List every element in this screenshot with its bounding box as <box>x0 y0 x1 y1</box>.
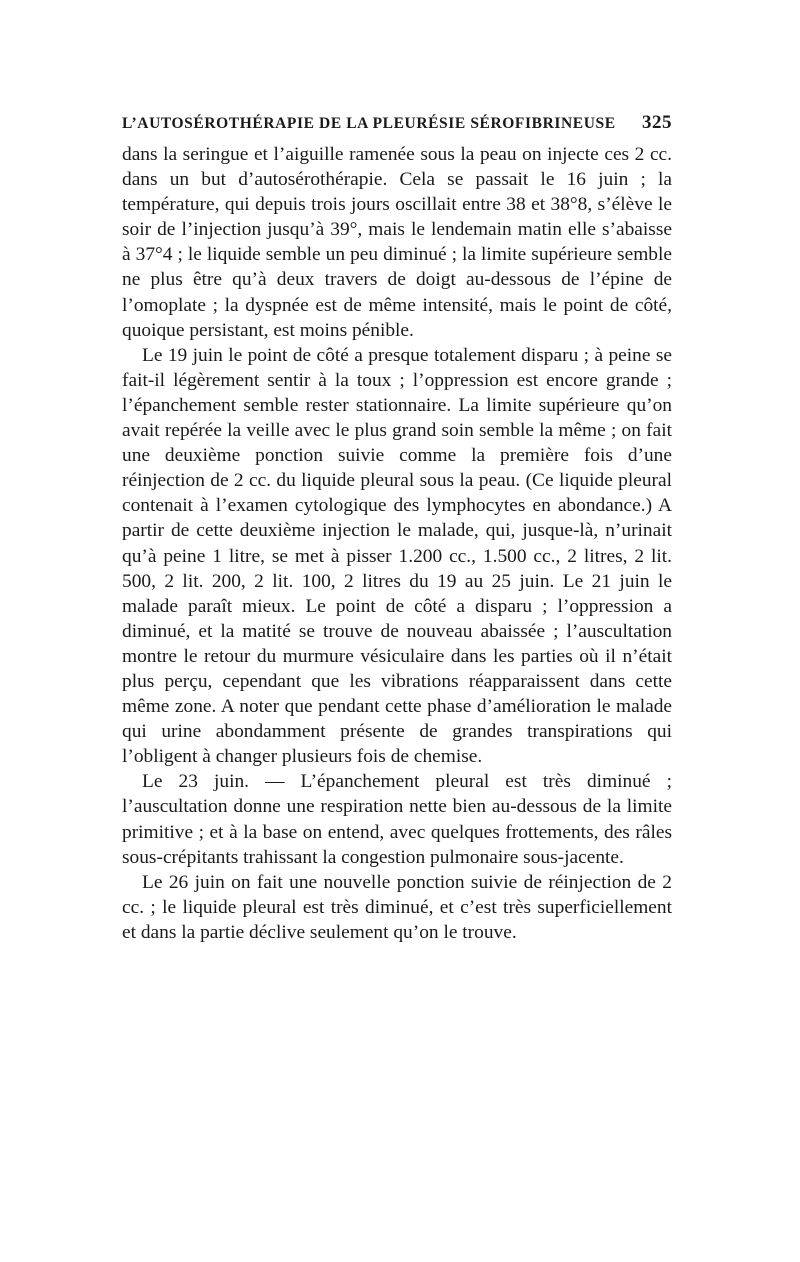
book-page <box>122 112 672 945</box>
page-number: 325 <box>642 112 672 133</box>
body-text <box>122 142 672 945</box>
paragraph: Le 23 juin. — L’épanchement pleural est très diminué ; l’auscultation donne une respiration nette bien au-dessous de la limite primitive ; et à la base on entend, avec quelques frottements, des râles sous-crépitants trahissant la congestion pulmonaire sous-jacente. <box>122 771 672 868</box>
running-title: L’AUTOSÉROTHÉRAPIE DE LA PLEURÉSIE SÉROFIBRINEUSE <box>122 115 616 132</box>
paragraph: Le 26 juin on fait une nouvelle ponction suivie de réinjection de 2 cc. ; le liquide pleural est très diminué, et c’est très superficiellement et dans la partie déclive seulement qu’on le trouve. <box>122 871 672 943</box>
paragraph: Le 19 juin le point de côté a presque totalement disparu ; à peine se fait-il légèrement sentir à la toux ; l’oppression est encore grande ; l’épanchement semble rester stationnaire. La limite supérieure qu’on avait repérée la veille avec le plus grand soin semble la même ; on fait une deuxième ponction suivie comme la première fois d’une réinjection de 2 cc. du liquide pleural sous la peau. (Ce liquide pleural contenait à l’examen cytologique des lymphocytes en abondance.) A partir de cette deuxième injection le malade, qui, jusque-là, n’urinait qu’à peine 1 litre, se met à pisser 1.200 cc., 1.500 cc., 2 litres, 2 lit. 500, 2 lit. 200, 2 lit. 100, 2 litres du 19 au 25 juin. Le 21 juin le malade paraît mieux. Le point de côté a disparu ; l’oppression a diminué, et la matité se trouve de nouveau abaissée ; l’auscultation montre le retour du murmure vésiculaire dans les parties où il n’était plus perçu, cependant que les vibrations réapparaissent dans cette même zone. A noter que pendant cette phase d’amélioration le malade qui urine abondamment présente de grandes transpirations qui l’obligent à changer plusieurs fois de chemise. <box>122 344 672 768</box>
running-head <box>122 112 672 142</box>
paragraph: dans la seringue et l’aiguille ramenée sous la peau on injecte ces 2 cc. dans un but d’autosérothérapie. Cela se passait le 16 juin ; la température, qui depuis trois jours oscillait entre 38 et 38°8, s’élève le soir de l’injection jusqu’à 39°, mais le lendemain matin elle s’abaisse à 37°4 ; le liquide semble un peu diminué ; la limite supérieure semble ne plus être qu’à deux travers de doigt au-dessous de l’épine de l’omoplate ; la dyspnée est de même intensité, mais le point de côté, quoique persistant, est moins pénible. <box>122 144 672 341</box>
